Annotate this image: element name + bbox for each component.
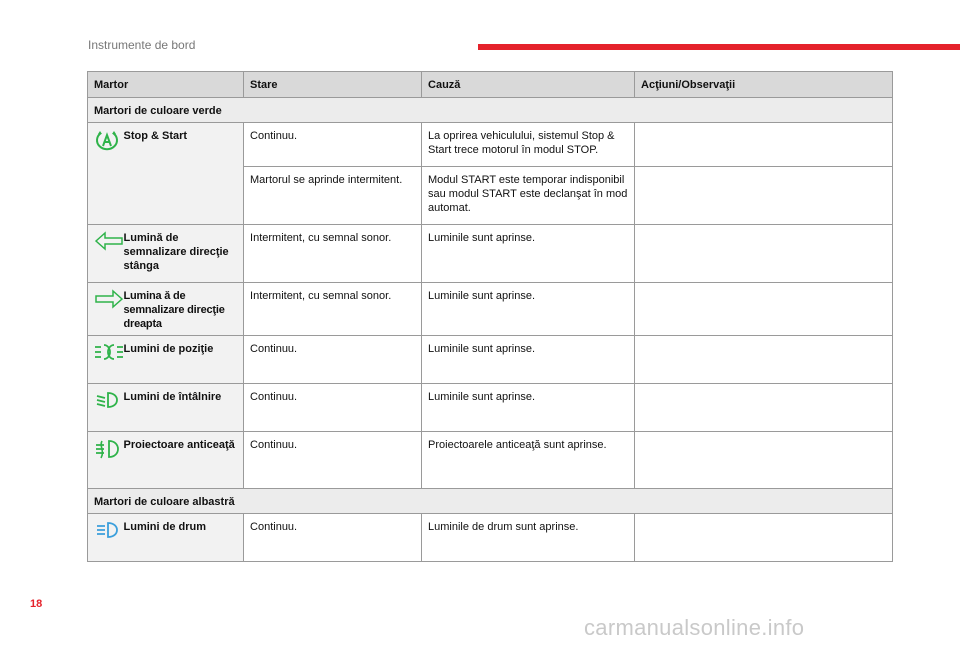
table-row bbox=[88, 432, 893, 489]
action-cell bbox=[635, 384, 893, 432]
indicator-name: Lumini de drum bbox=[118, 514, 244, 562]
section-row-blue bbox=[88, 489, 893, 514]
page-number: 18 bbox=[30, 598, 43, 610]
action-cell bbox=[635, 336, 893, 384]
header-accent-bar bbox=[478, 44, 960, 50]
section-title-blue: Martori de culoare albastră bbox=[88, 489, 893, 514]
indicator-icon-cell bbox=[88, 336, 118, 384]
state-cell: Continuu. bbox=[244, 384, 422, 432]
column-header-actiuni: Acţiuni/Observaţii bbox=[635, 72, 893, 98]
left-arrow-outline-icon bbox=[94, 231, 112, 251]
column-header-martor: Martor bbox=[88, 72, 244, 98]
auto-stop-start-icon bbox=[94, 129, 112, 151]
state-cell: Continuu. bbox=[244, 336, 422, 384]
position-lights-icon bbox=[94, 342, 112, 362]
indicator-icon-cell bbox=[88, 225, 118, 283]
indicator-name: Stop & Start bbox=[118, 123, 244, 225]
table-row bbox=[88, 336, 893, 384]
cause-cell: Luminile sunt aprinse. bbox=[422, 283, 635, 336]
indicator-icon-cell bbox=[88, 432, 118, 489]
table-row bbox=[88, 514, 893, 562]
indicator-table bbox=[87, 71, 893, 562]
cause-cell: Luminile sunt aprinse. bbox=[422, 384, 635, 432]
indicator-icon-cell bbox=[88, 123, 118, 225]
cause-cell: Luminile sunt aprinse. bbox=[422, 225, 635, 283]
state-cell: Continuu. bbox=[244, 514, 422, 562]
table-row bbox=[88, 123, 893, 167]
cause-cell: Modul START este temporar indisponibil sau modul START este declanşat în mod automat. bbox=[422, 167, 635, 225]
state-cell: Intermitent, cu semnal sonor. bbox=[244, 225, 422, 283]
column-header-cauza: Cauză bbox=[422, 72, 635, 98]
header-title: Instrumente de bord bbox=[88, 38, 196, 52]
state-cell: Continuu. bbox=[244, 123, 422, 167]
indicator-name: Lumină de semnalizare direcţie stânga bbox=[118, 225, 244, 283]
action-cell bbox=[635, 167, 893, 225]
table-row bbox=[88, 384, 893, 432]
table-header-row bbox=[88, 72, 893, 98]
front-fog-lamp-icon bbox=[94, 438, 112, 460]
action-cell bbox=[635, 283, 893, 336]
cause-cell: Luminile de drum sunt aprinse. bbox=[422, 514, 635, 562]
action-cell bbox=[635, 432, 893, 489]
action-cell bbox=[635, 123, 893, 167]
indicator-icon-cell bbox=[88, 283, 118, 336]
cause-cell: Proiectoarele anticeaţă sunt aprinse. bbox=[422, 432, 635, 489]
section-row-green bbox=[88, 98, 893, 123]
main-beam-icon bbox=[94, 520, 112, 540]
indicator-name: Proiectoare anticeaţă bbox=[118, 432, 244, 489]
cause-cell: La oprirea vehiculului, sistemul Stop & Start trece motorul în modul STOP. bbox=[422, 123, 635, 167]
watermark-text: carmanualsonline.info bbox=[584, 615, 805, 640]
dipped-beam-icon bbox=[94, 390, 112, 410]
indicator-name: Lumini de poziţie bbox=[118, 336, 244, 384]
column-header-stare: Stare bbox=[244, 72, 422, 98]
action-cell bbox=[635, 514, 893, 562]
state-cell: Martorul se aprinde intermitent. bbox=[244, 167, 422, 225]
section-title-green: Martori de culoare verde bbox=[88, 98, 893, 123]
table-row bbox=[88, 283, 893, 336]
indicator-name: Lumini de întâlnire bbox=[118, 384, 244, 432]
action-cell bbox=[635, 225, 893, 283]
state-cell: Continuu. bbox=[244, 432, 422, 489]
table-row bbox=[88, 225, 893, 283]
state-cell: Intermitent, cu semnal sonor. bbox=[244, 283, 422, 336]
indicator-icon-cell bbox=[88, 514, 118, 562]
indicator-icon-cell bbox=[88, 384, 118, 432]
right-arrow-outline-icon bbox=[94, 289, 112, 309]
indicator-name: Lumina ă de semnalizare direcţie dreapta bbox=[118, 283, 244, 336]
cause-cell: Luminile sunt aprinse. bbox=[422, 336, 635, 384]
